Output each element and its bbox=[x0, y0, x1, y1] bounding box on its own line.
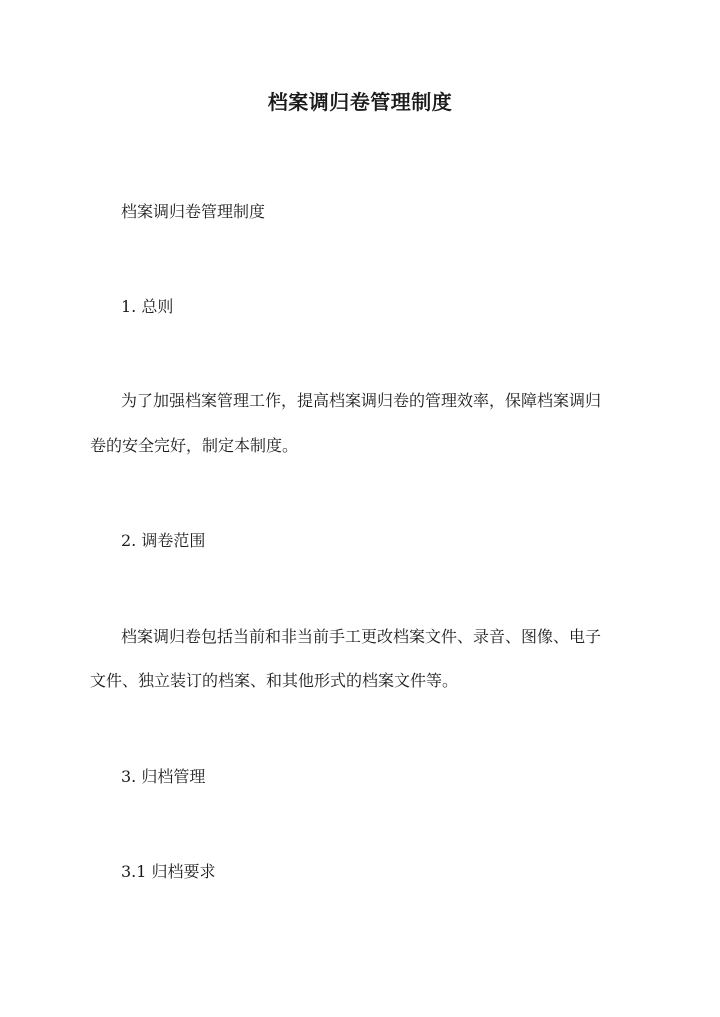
section-heading-general: 1. 总则 bbox=[121, 297, 174, 316]
paragraph-scope-line1: 档案调归卷包括当前和非当前手工更改档案文件、录音、图像、电子 bbox=[121, 627, 602, 646]
document-subtitle: 档案调归卷管理制度 bbox=[121, 202, 266, 221]
section-heading-scope: 2. 调卷范围 bbox=[121, 531, 206, 550]
document-title: 档案调归卷管理制度 bbox=[267, 90, 453, 114]
paragraph-general-line2: 卷的安全完好，制定本制度。 bbox=[90, 436, 299, 455]
paragraph-scope-line2: 文件、独立装订的档案、和其他形式的档案文件等。 bbox=[90, 671, 459, 690]
paragraph-general-line1: 为了加强档案管理工作，提高档案调归卷的管理效率，保障档案调归 bbox=[121, 391, 602, 410]
section-heading-archiving-requirements: 3.1 归档要求 bbox=[121, 862, 216, 881]
section-heading-archiving: 3. 归档管理 bbox=[121, 767, 206, 786]
